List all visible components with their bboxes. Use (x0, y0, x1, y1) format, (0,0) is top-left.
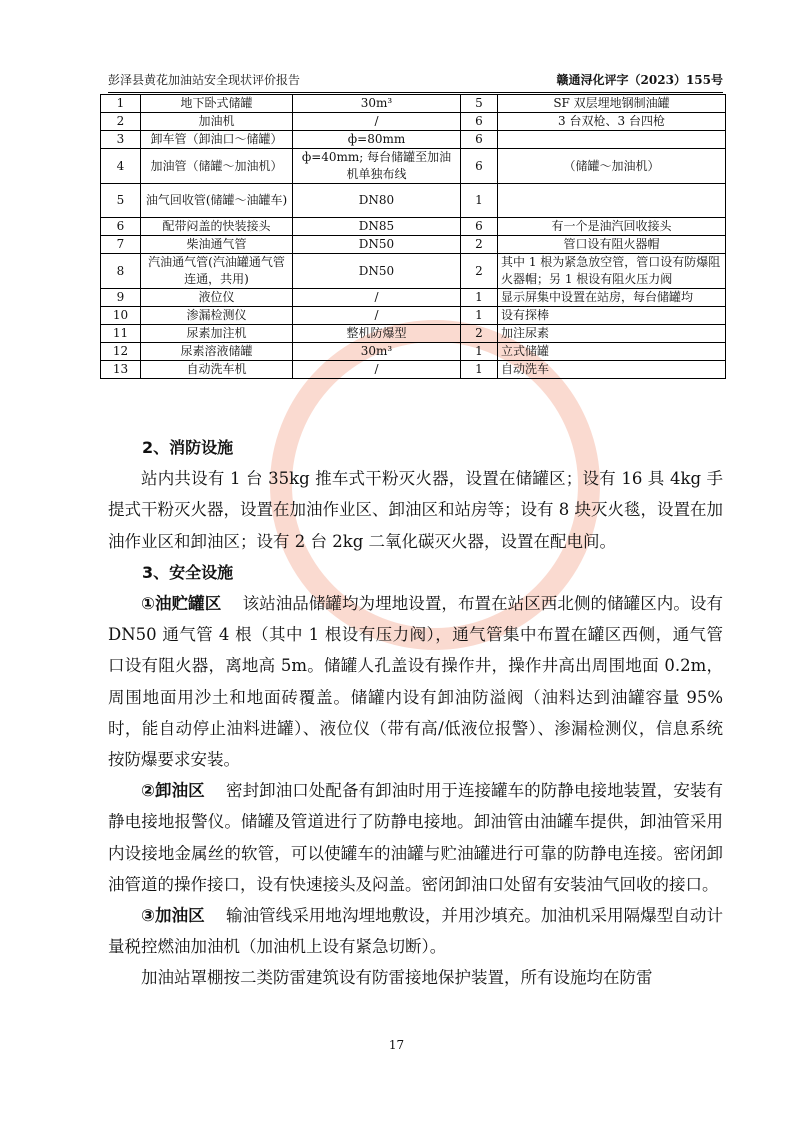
section-fire-title: 2、消防设施 (142, 438, 234, 457)
cell-qty: 2 (461, 254, 498, 289)
cell-no: 9 (101, 289, 141, 307)
cell-note: 显示屏集中设置在站房，每台储罐均 (498, 289, 726, 307)
cell-no: 5 (101, 184, 141, 218)
cell-no: 8 (101, 254, 141, 289)
cell-name: 卸车管（卸油口～储罐） (141, 131, 293, 149)
cell-no: 7 (101, 236, 141, 254)
table-row (101, 218, 726, 236)
cell-spec: / (293, 113, 461, 131)
cell-spec: 30m³ (293, 343, 461, 361)
cell-note: 有一个是油汽回收接头 (498, 218, 726, 236)
cell-note (498, 131, 726, 149)
table-row (101, 361, 726, 379)
cell-qty: 6 (461, 149, 498, 184)
cell-spec: 30m³ (293, 95, 461, 113)
table-row (101, 343, 726, 361)
paragraph-tank-area (108, 588, 723, 775)
cell-note: SF 双层埋地钢制油罐 (498, 95, 726, 113)
cell-qty: 5 (461, 95, 498, 113)
cell-no: 3 (101, 131, 141, 149)
cell-qty: 6 (461, 218, 498, 236)
cell-name: 渗漏检测仪 (141, 307, 293, 325)
table-row (101, 149, 726, 184)
cell-spec: DN80 (293, 184, 461, 218)
cell-name: 加油管（储罐～加油机） (141, 149, 293, 184)
cell-no: 6 (101, 218, 141, 236)
cell-name: 尿素溶液储罐 (141, 343, 293, 361)
table-row (101, 325, 726, 343)
label-unloading-area: ②卸油区 (141, 781, 205, 801)
table-row (101, 254, 726, 289)
cell-note: 管口设有阻火器帽 (498, 236, 726, 254)
cell-no: 12 (101, 343, 141, 361)
paragraph-lightning: 加油站罩棚按二类防雷建筑设有防雷接地保护装置，所有设施均在防雷 (141, 968, 653, 988)
cell-spec: ф=80mm (293, 131, 461, 149)
table-row (101, 236, 726, 254)
text-unloading-area: 密封卸油口处配备有卸油时用于连接罐车的防静电接地装置，安装有静电接地报警仪。储罐及管道进行了防静电接地。卸油管由油罐车提供，卸油管采用内设接地金属丝的软管，可以使罐车的油罐与贮油罐进行可靠的防静电连接。密闭卸油管道的操作接口，设有快速接头及闷盖。密闭卸油口处留有安装油气回收的接口。 (108, 781, 723, 894)
table-row (101, 131, 726, 149)
table-row (101, 289, 726, 307)
cell-qty: 6 (461, 113, 498, 131)
cell-name: 加油机 (141, 113, 293, 131)
cell-no: 2 (101, 113, 141, 131)
cell-spec: DN50 (293, 236, 461, 254)
cell-name: 液位仪 (141, 289, 293, 307)
text-tank-area: 该站油品储罐均为埋地设置，布置在站区西北侧的储罐区内。设有 DN50 通气管 4 根（其中 1 根设有压力阀），通气管集中布置在罐区西侧，通气管口设有阻火器，离地高 5m。储罐人孔盖设有操作井，操作井高出周围地面 0.2m，周围地面用沙土和地面砖覆盖。储罐内设有卸油防溢阀（油料达到油罐容量 95%时，能自动停止油料进罐）、液位仪（带有高/低液位报警）、渗漏检测仪，信息系统按防爆要求安装。 (108, 594, 723, 770)
text-fueling-area: 输油管线采用地沟埋地敷设，并用沙填充。加油机采用隔爆型自动计量税控燃油加油机（加油机上设有紧急切断）。 (108, 906, 723, 957)
cell-qty: 2 (461, 325, 498, 343)
cell-name: 地下卧式储罐 (141, 95, 293, 113)
table-row (101, 184, 726, 218)
header-report-title: 彭泽县黄花加油站安全现状评价报告 (108, 73, 301, 87)
cell-note (498, 184, 726, 218)
cell-name: 汽油通气管(汽油罐通气管连通，共用) (141, 254, 293, 289)
cell-qty: 1 (461, 343, 498, 361)
cell-note: 其中 1 根为紧急放空管，管口设有防爆阻火器帽；另 1 根设有阻火压力阀 (498, 254, 726, 289)
cell-no: 13 (101, 361, 141, 379)
cell-spec: DN50 (293, 254, 461, 289)
cell-note: （储罐～加油机） (498, 149, 726, 184)
page-header (108, 70, 723, 93)
paragraph-fueling-area (108, 900, 723, 962)
cell-name: 油气回收管(储罐～油罐车) (141, 184, 293, 218)
cell-no: 4 (101, 149, 141, 184)
cell-qty: 1 (461, 184, 498, 218)
header-report-number: 赣通浔化评字（2023）155号 (556, 73, 723, 87)
section-safety-title: 3、安全设施 (142, 562, 234, 582)
table-row (101, 113, 726, 131)
table-row (101, 307, 726, 325)
cell-no: 1 (101, 95, 141, 113)
cell-name: 尿素加注机 (141, 325, 293, 343)
cell-name: 柴油通气管 (141, 236, 293, 254)
paragraph-unloading-area (108, 775, 723, 900)
cell-qty: 1 (461, 361, 498, 379)
cell-note: 加注尿素 (498, 325, 726, 343)
page-number: 17 (388, 1038, 405, 1052)
cell-note: 立式储罐 (498, 343, 726, 361)
cell-no: 10 (101, 307, 141, 325)
cell-note: 自动洗车 (498, 361, 726, 379)
cell-qty: 2 (461, 236, 498, 254)
table-row (101, 95, 726, 113)
cell-spec: ф=40mm; 每台储罐至加油机单独布线 (293, 149, 461, 184)
cell-qty: 1 (461, 307, 498, 325)
cell-spec: / (293, 289, 461, 307)
label-fueling-area: ③加油区 (141, 906, 205, 926)
document-body (108, 432, 723, 994)
cell-spec: 整机防爆型 (293, 325, 461, 343)
cell-qty: 1 (461, 289, 498, 307)
cell-qty: 6 (461, 131, 498, 149)
cell-spec: DN85 (293, 218, 461, 236)
equipment-table (100, 94, 726, 379)
cell-note: 设有探棒 (498, 307, 726, 325)
cell-note: 3 台双枪、3 台四枪 (498, 113, 726, 131)
label-tank-area: ①油贮罐区 (141, 594, 222, 614)
section-fire-text: 站内共设有 1 台 35kg 推车式干粉灭火器，设置在储罐区；设有 16 具 4kg 手提式干粉灭火器，设置在加油作业区、卸油区和站房等；设有 8 块灭火毯，设置在加油作业区和卸油区；设有 2 台 2kg 二氧化碳灭火器，设置在配电间。 (108, 469, 723, 551)
cell-no: 11 (101, 325, 141, 343)
cell-spec: / (293, 361, 461, 379)
cell-name: 自动洗车机 (141, 361, 293, 379)
cell-spec: / (293, 307, 461, 325)
cell-name: 配带闷盖的快装接头 (141, 218, 293, 236)
